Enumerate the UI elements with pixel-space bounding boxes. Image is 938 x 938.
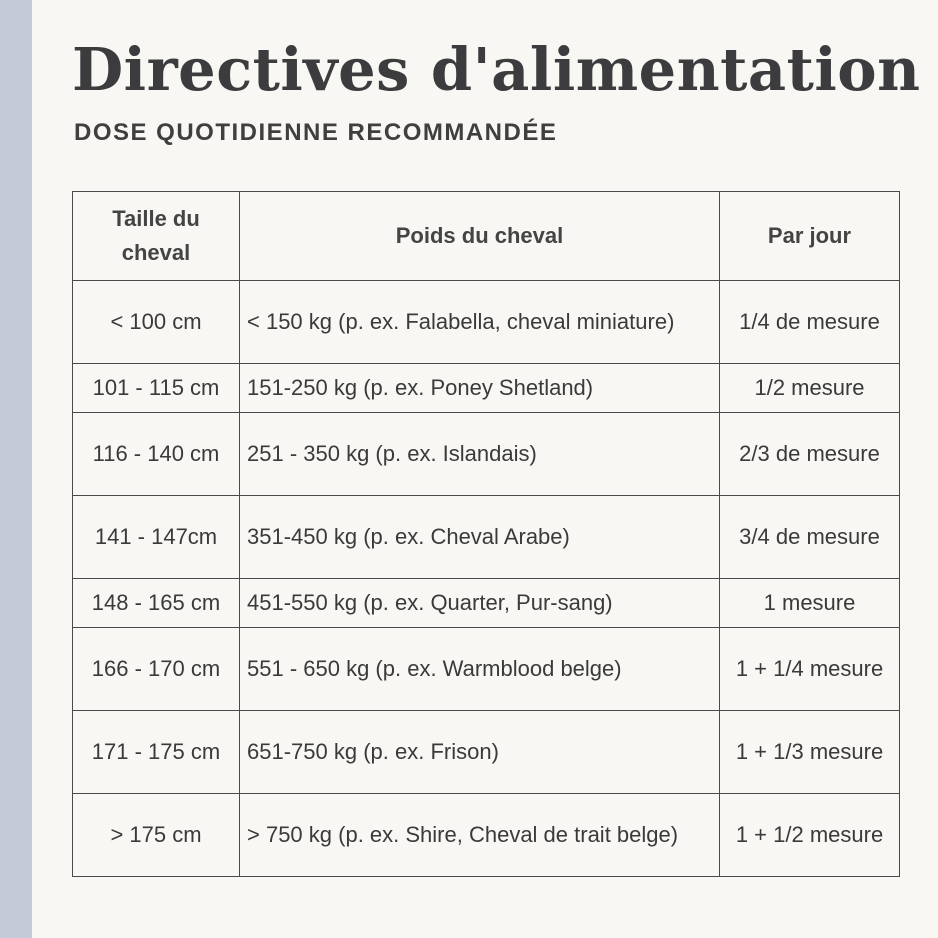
weight-cell: 651-750 kg (p. ex. Frison) [240, 711, 720, 794]
page-subtitle: DOSE QUOTIDIENNE RECOMMANDÉE [74, 119, 558, 146]
dose-cell: 1 + 1/3 mesure [720, 711, 900, 794]
weight-cell: > 750 kg (p. ex. Shire, Cheval de trait belge) [240, 794, 720, 877]
left-accent-bar [0, 0, 32, 938]
size-cell: 148 - 165 cm [73, 579, 240, 628]
size-cell: < 100 cm [73, 281, 240, 364]
dose-cell: 1 mesure [720, 579, 900, 628]
dose-cell: 2/3 de mesure [720, 413, 900, 496]
dose-cell: 1 + 1/2 mesure [720, 794, 900, 877]
table-row [73, 794, 900, 877]
weight-cell: 451-550 kg (p. ex. Quarter, Pur-sang) [240, 579, 720, 628]
dose-cell: 3/4 de mesure [720, 496, 900, 579]
weight-cell: 251 - 350 kg (p. ex. Islandais) [240, 413, 720, 496]
table-row [73, 579, 900, 628]
table-header-row [73, 192, 900, 281]
table-row [73, 628, 900, 711]
table-row [73, 413, 900, 496]
size-cell: 171 - 175 cm [73, 711, 240, 794]
dose-cell: 1/2 mesure [720, 364, 900, 413]
table-row [73, 281, 900, 364]
size-cell: 116 - 140 cm [73, 413, 240, 496]
header-per-day: Par jour [720, 192, 900, 281]
size-cell: 166 - 170 cm [73, 628, 240, 711]
page-title: Directives d'alimentation [72, 35, 921, 104]
table-row [73, 364, 900, 413]
table-row [73, 711, 900, 794]
weight-cell: 551 - 650 kg (p. ex. Warmblood belge) [240, 628, 720, 711]
table-row [73, 496, 900, 579]
size-cell: > 175 cm [73, 794, 240, 877]
feeding-table [72, 191, 900, 877]
size-cell: 101 - 115 cm [73, 364, 240, 413]
header-size: Taille du cheval [73, 192, 240, 281]
size-cell: 141 - 147cm [73, 496, 240, 579]
weight-cell: 351-450 kg (p. ex. Cheval Arabe) [240, 496, 720, 579]
dose-cell: 1 + 1/4 mesure [720, 628, 900, 711]
weight-cell: < 150 kg (p. ex. Falabella, cheval miniature) [240, 281, 720, 364]
header-weight: Poids du cheval [240, 192, 720, 281]
dose-cell: 1/4 de mesure [720, 281, 900, 364]
weight-cell: 151-250 kg (p. ex. Poney Shetland) [240, 364, 720, 413]
